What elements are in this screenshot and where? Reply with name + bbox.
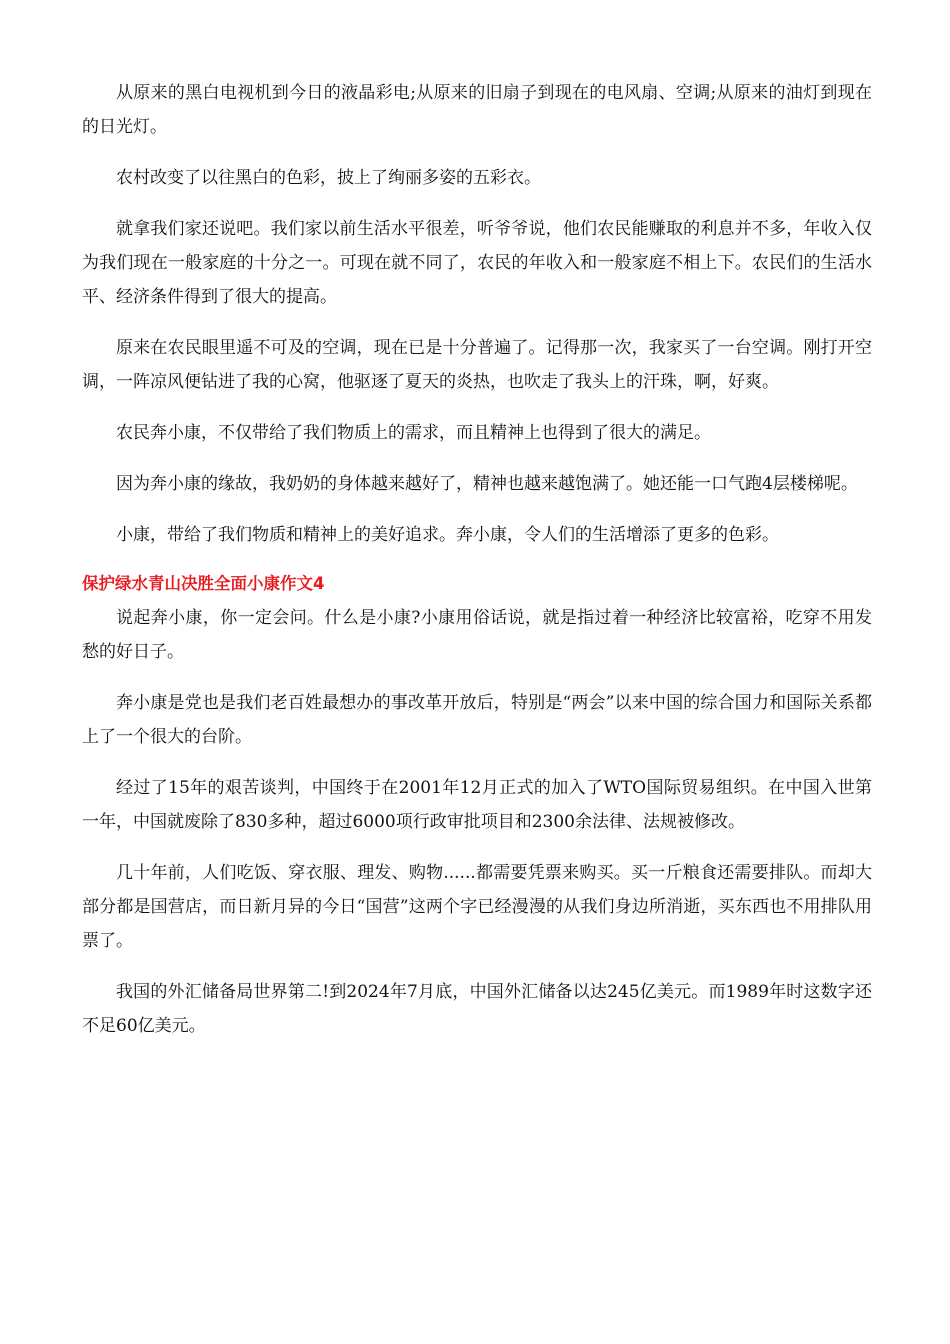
paragraph: 说起奔小康，你一定会问。什么是小康?小康用俗话说，就是指过着一种经济比较富裕，吃穿不用发愁的好日子。 [82, 608, 872, 662]
paragraph: 农村改变了以往黑白的色彩，披上了绚丽多姿的五彩衣。 [116, 168, 541, 188]
paragraph: 小康，带给了我们物质和精神上的美好追求。奔小康，令人们的生活增添了更多的色彩。 [116, 525, 779, 545]
document-page [82, 76, 872, 1043]
paragraph: 经过了15年的艰苦谈判，中国终于在2001年12月正式的加入了WTO国际贸易组织。在中国入世第一年，中国就废除了830多种，超过6000项行政审批项目和2300余法律、法规被修改。 [82, 778, 872, 832]
paragraph: 我国的外汇储备局世界第二!到2024年7月底，中国外汇储备以达245亿美元。而1989年时这数字还不足60亿美元。 [82, 982, 872, 1036]
paragraph: 就拿我们家还说吧。我们家以前生活水平很差，听爷爷说，他们农民能赚取的利息并不多，年收入仅为我们现在一般家庭的十分之一。可现在就不同了，农民的年收入和一般家庭不相上下。农民们的生活水平、经济条件得到了很大的提高。 [82, 219, 872, 307]
paragraph: 几十年前，人们吃饭、穿衣服、理发、购物......都需要凭票来购买。买一斤粮食还需要排队。而却大部分都是国营店，而日新月异的今日“国营”这两个字已经漫漫的从我们身边所消逝，买东西也不用排队用票了。 [82, 863, 872, 951]
paragraph: 奔小康是党也是我们老百姓最想办的事改革开放后，特别是“两会”以来中国的综合国力和国际关系都上了一个很大的台阶。 [82, 693, 872, 747]
section-heading: 保护绿水青山决胜全面小康作文4 [82, 574, 325, 593]
paragraph: 农民奔小康，不仅带给了我们物质上的需求，而且精神上也得到了很大的满足。 [116, 423, 711, 443]
paragraph: 因为奔小康的缘故，我奶奶的身体越来越好了，精神也越来越饱满了。她还能一口气跑4层楼梯呢。 [116, 474, 858, 494]
paragraph: 从原来的黑白电视机到今日的液晶彩电;从原来的旧扇子到现在的电风扇、空调;从原来的油灯到现在的日光灯。 [82, 83, 872, 137]
paragraph: 原来在农民眼里遥不可及的空调，现在已是十分普遍了。记得那一次，我家买了一台空调。刚打开空调，一阵凉风便钻进了我的心窝，他驱逐了夏天的炎热，也吹走了我头上的汗珠，啊，好爽。 [82, 338, 872, 392]
